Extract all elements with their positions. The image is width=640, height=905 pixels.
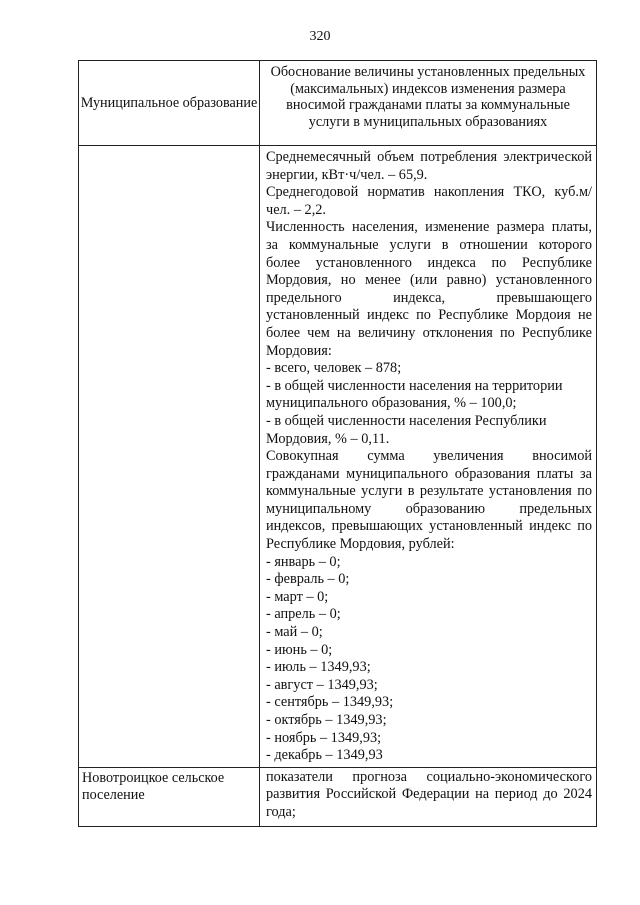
paragraph-waste: Среднегодовой норматив накопления ТКО, куб.м/чел. – 2,2. [266,184,592,218]
list-item: - июнь – 0; [266,641,333,658]
municipality-name: Новотроицкое сельское поселение [79,767,260,826]
list-item: - август – 1349,93; [266,676,378,693]
paragraph-population: Численность населения, изменение размера платы, за коммунальные услуги в отношении которого более установленного индекса по Республике Мордовия, но менее (или равно) установленного предельного индекса, превышающего установленный индекс по Республике Мордоия не более чем на величину отклонения по Республике Мордовия: [266,219,592,359]
paragraph-total-sum: Совокупная сумма увеличения вносимой гражданами муниципального образования платы за коммунальные услуги в результате установления по муниципальному образованию предельных индексов, превышающих установленный индекс по Республике Мордовия, рублей: [266,448,592,553]
list-item: - март – 0; [266,588,329,605]
justification-text: показатели прогноза социально-экономического развития Российской Федерации на период до 2024 года; [260,767,597,826]
justification-cell [260,146,597,768]
months-list [266,554,592,765]
list-item: - февраль – 0; [266,571,350,588]
municipality-cell-empty [79,146,260,768]
header-justification: Обоснование величины установленных предельных (максимальных) индексов изменения размера вносимой гражданами платы за коммунальные услуги в муниципальных образованиях [260,61,597,146]
header-municipality: Муниципальное образование [79,61,260,146]
list-item: - октябрь – 1349,93; [266,712,387,728]
list-item: - в общей численности населения Республики Мордовия, % – 0,11. [266,412,547,447]
list-item: - декабрь – 1349,93 [266,747,383,764]
justification-table [78,60,597,827]
list-item: - январь – 0; [266,553,341,570]
list-item: - июль – 1349,93; [266,659,371,676]
list-item: - ноябрь – 1349,93; [266,729,382,746]
population-list [266,360,592,448]
table-row [79,767,597,826]
list-item: - май – 0; [266,624,323,641]
list-item: - всего, человек – 878; [266,360,402,377]
list-item: - апрель – 0; [266,606,341,623]
table-row [79,146,597,768]
paragraph-electricity: Среднемесячный объем потребления электрической энергии, кВт·ч/чел. – 65,9. [266,149,592,183]
list-item: - в общей численности населения на территории муниципального образования, % – 100,0; [266,377,563,412]
page-number: 320 [309,29,331,44]
table-header-row [79,61,597,146]
list-item: - сентябрь – 1349,93; [266,694,394,711]
